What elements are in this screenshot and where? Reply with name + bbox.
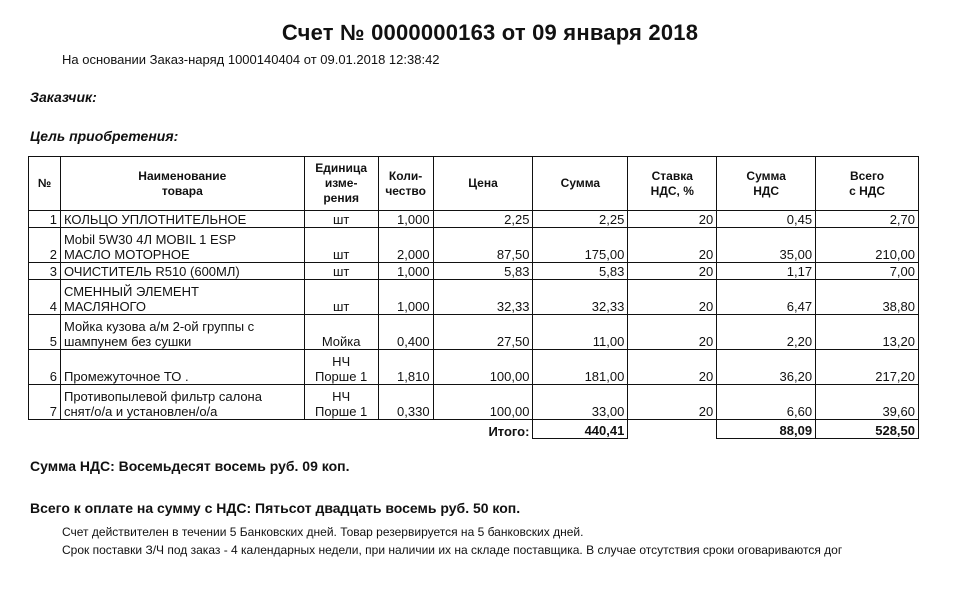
row-vat-rate: 20 — [628, 211, 717, 228]
row-name: ОЧИСТИТЕЛЬ R510 (600МЛ) — [60, 263, 304, 280]
customer-label: Заказчик: — [30, 89, 97, 105]
row-qty: 0,400 — [378, 315, 433, 350]
row-total: 38,80 — [816, 280, 919, 315]
totals-vat-sum: 88,09 — [717, 420, 816, 439]
col-header-name: Наименование товара — [60, 157, 304, 211]
col-header-number: № — [29, 157, 61, 211]
table-row — [29, 385, 919, 420]
row-sum: 33,00 — [533, 385, 628, 420]
totals-sum: 440,41 — [533, 420, 628, 439]
row-qty: 1,000 — [378, 211, 433, 228]
row-sum: 32,33 — [533, 280, 628, 315]
table-row — [29, 263, 919, 280]
delivery-note: Срок поставки З/Ч под заказ - 4 календарных недели, при наличии их на складе поставщика. В случае отсутствия сроки оговариваются дог — [62, 543, 843, 557]
total-amount-in-words: Всего к оплате на сумму с НДС: Пятьсот двадцать восемь руб. 50 коп. — [30, 500, 521, 516]
row-number: 5 — [29, 315, 61, 350]
row-qty: 1,810 — [378, 350, 433, 385]
row-number: 3 — [29, 263, 61, 280]
row-sum: 175,00 — [533, 228, 628, 263]
row-number: 4 — [29, 280, 61, 315]
row-price: 87,50 — [433, 228, 533, 263]
row-total: 39,60 — [816, 385, 919, 420]
table-header-row — [29, 157, 919, 211]
row-vat-rate: 20 — [628, 228, 717, 263]
col-header-price: Цена — [433, 157, 533, 211]
row-unit: НЧ Порше 1 — [304, 385, 378, 420]
totals-row — [29, 420, 919, 439]
row-sum: 2,25 — [533, 211, 628, 228]
row-unit: шт — [304, 263, 378, 280]
col-header-unit: Единица изме- рения — [304, 157, 378, 211]
row-sum: 181,00 — [533, 350, 628, 385]
table-row — [29, 350, 919, 385]
col-header-sum: Сумма — [533, 157, 628, 211]
row-vat-sum: 35,00 — [717, 228, 816, 263]
row-name: Промежуточное ТО . — [60, 350, 304, 385]
row-unit: шт — [304, 211, 378, 228]
row-name: Мойка кузова а/м 2-ой группы с шампунем без сушки — [60, 315, 304, 350]
row-vat-sum: 6,60 — [717, 385, 816, 420]
row-price: 100,00 — [433, 385, 533, 420]
row-number: 1 — [29, 211, 61, 228]
col-header-vat-sum: Сумма НДС — [717, 157, 816, 211]
row-qty: 1,000 — [378, 280, 433, 315]
row-total: 7,00 — [816, 263, 919, 280]
table-row — [29, 228, 919, 263]
row-vat-rate: 20 — [628, 385, 717, 420]
row-vat-rate: 20 — [628, 263, 717, 280]
row-total: 13,20 — [816, 315, 919, 350]
row-vat-sum: 0,45 — [717, 211, 816, 228]
row-price: 100,00 — [433, 350, 533, 385]
vat-amount-in-words: Сумма НДС: Восемьдесят восемь руб. 09 коп. — [30, 458, 350, 474]
table-row — [29, 280, 919, 315]
row-sum: 5,83 — [533, 263, 628, 280]
col-header-qty: Коли- чество — [378, 157, 433, 211]
row-number: 2 — [29, 228, 61, 263]
table-row — [29, 315, 919, 350]
row-total: 2,70 — [816, 211, 919, 228]
row-unit: шт — [304, 280, 378, 315]
row-vat-sum: 1,17 — [717, 263, 816, 280]
invoice-basis: На основании Заказ-наряд 1000140404 от 09.01.2018 12:38:42 — [62, 52, 440, 67]
row-vat-rate: 20 — [628, 350, 717, 385]
totals-label: Итого: — [488, 423, 530, 439]
row-total: 217,20 — [816, 350, 919, 385]
row-unit: НЧ Порше 1 — [304, 350, 378, 385]
row-total: 210,00 — [816, 228, 919, 263]
row-vat-rate: 20 — [628, 280, 717, 315]
row-price: 27,50 — [433, 315, 533, 350]
row-unit: шт — [304, 228, 378, 263]
row-vat-rate: 20 — [628, 315, 717, 350]
row-qty: 1,000 — [378, 263, 433, 280]
row-price: 5,83 — [433, 263, 533, 280]
row-price: 32,33 — [433, 280, 533, 315]
row-name: Mobil 5W30 4Л MOBIL 1 ESP МАСЛО МОТОРНОЕ — [60, 228, 304, 263]
row-qty: 2,000 — [378, 228, 433, 263]
row-qty: 0,330 — [378, 385, 433, 420]
col-header-vat-rate: Ставка НДС, % — [628, 157, 717, 211]
invoice-title: Счет № 0000000163 от 09 января 2018 — [281, 20, 699, 45]
validity-note: Счет действителен в течении 5 Банковских дней. Товар резервируется на 5 банковских дней. — [62, 525, 584, 539]
row-sum: 11,00 — [533, 315, 628, 350]
purpose-label: Цель приобретения: — [30, 128, 179, 144]
invoice-table — [28, 156, 919, 439]
row-vat-sum: 6,47 — [717, 280, 816, 315]
row-vat-sum: 2,20 — [717, 315, 816, 350]
col-header-total: Всего с НДС — [816, 157, 919, 211]
row-number: 6 — [29, 350, 61, 385]
row-unit: Мойка — [304, 315, 378, 350]
row-name: Противопылевой фильтр салона снят/о/а и установлен/о/а — [60, 385, 304, 420]
row-name: КОЛЬЦО УПЛОТНИТЕЛЬНОЕ — [60, 211, 304, 228]
table-row — [29, 211, 919, 228]
row-number: 7 — [29, 385, 61, 420]
totals-total: 528,50 — [816, 420, 919, 439]
row-price: 2,25 — [433, 211, 533, 228]
row-vat-sum: 36,20 — [717, 350, 816, 385]
row-name: СМЕННЫЙ ЭЛЕМЕНТ МАСЛЯНОГО — [60, 280, 304, 315]
